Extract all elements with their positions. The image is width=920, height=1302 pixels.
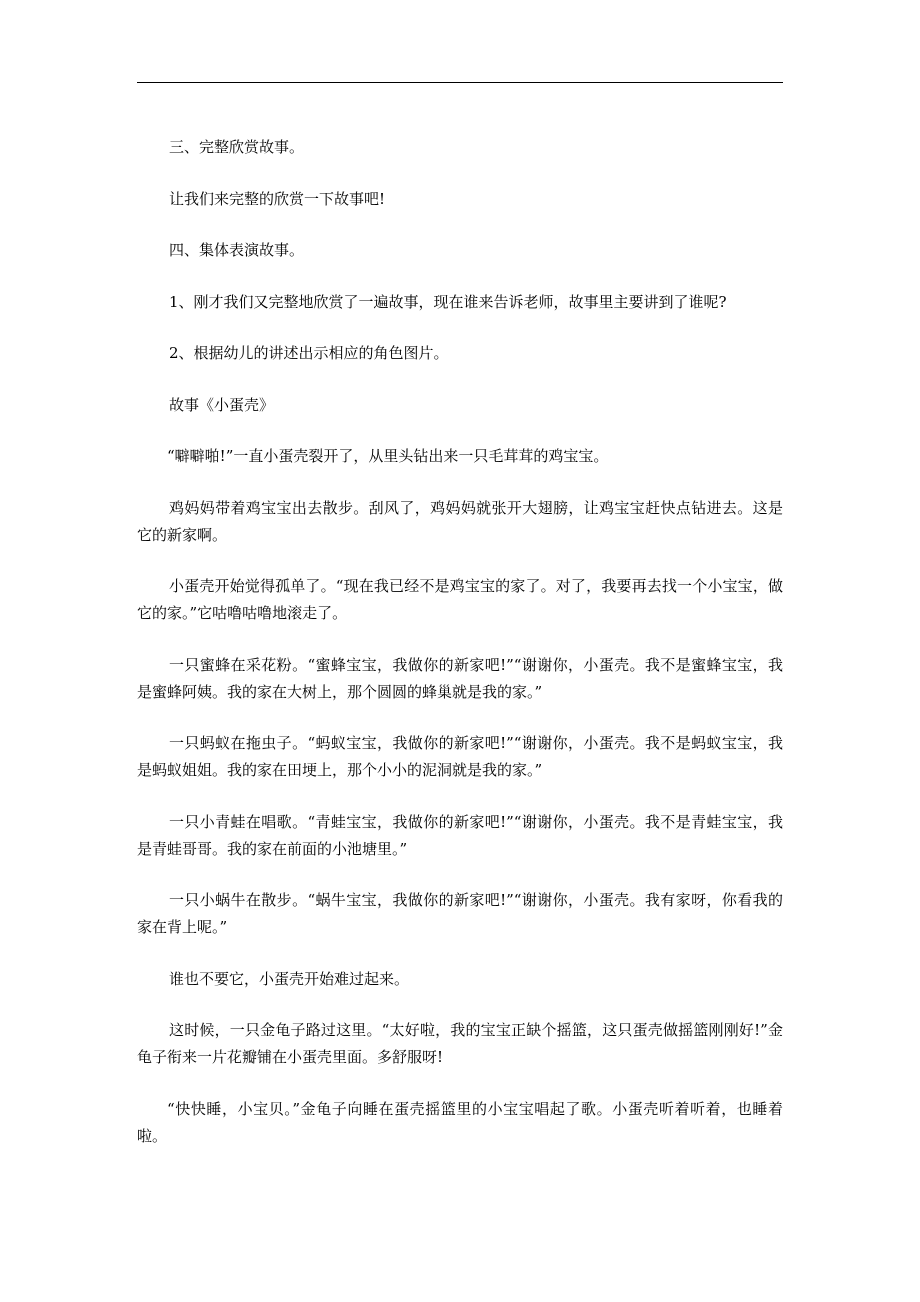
story-paragraph: 谁也不要它，小蛋壳开始难过起来。: [169, 969, 410, 988]
story-paragraph: 一只小青蛙在唱歌。“青蛙宝宝，我做你的新家吧!”“谢谢你，小蛋壳。我不是青蛙宝宝，我是青蛙哥哥。我的家在前面的小池塘里。”: [137, 812, 783, 858]
story-paragraph: “快快睡，小宝贝。”金龟子向睡在蛋壳摇篮里的小宝宝唱起了歌。小蛋壳听着听着，也睡着啦。: [137, 1099, 783, 1145]
story-paragraph: 鸡妈妈带着鸡宝宝出去散步。刮风了，鸡妈妈就张开大翅膀，让鸡宝宝赶快点钻进去。这是它的新家啊。: [137, 498, 783, 544]
story-paragraph: 这时候，一只金龟子路过这里。“太好啦，我的宝宝正缺个摇篮，这只蛋壳做摇篮刚刚好!”金龟子衔来一片花瓣铺在小蛋壳里面。多舒服呀!: [137, 1021, 783, 1066]
paragraph: 让我们来完整的欣赏一下故事吧!: [169, 189, 386, 208]
story-title: 故事《小蛋壳》: [169, 395, 275, 414]
header-rule: [137, 82, 783, 83]
section-heading-4: 四、集体表演故事。: [169, 241, 305, 259]
story-paragraph: 一只蚂蚁在拖虫子。“蚂蚁宝宝，我做你的新家吧!”“谢谢你，小蛋壳。我不是蚂蚁宝宝，我是蚂蚁姐姐。我的家在田埂上，那个小小的泥洞就是我的家。”: [137, 734, 783, 779]
paragraph: 2、根据幼儿的讲述出示相应的角色图片。: [169, 344, 449, 362]
story-paragraph: “噼噼啪!”一直小蛋壳裂开了，从里头钻出来一只毛茸茸的鸡宝宝。: [167, 447, 609, 465]
story-paragraph: 小蛋壳开始觉得孤单了。“现在我已经不是鸡宝宝的家了。对了，我要再去找一个小宝宝，做它的家。”它咕噜咕噜地滚走了。: [137, 577, 783, 622]
story-paragraph: 一只蜜蜂在采花粉。“蜜蜂宝宝，我做你的新家吧!”“谢谢你，小蛋壳。我不是蜜蜂宝宝，我是蜜蜂阿姨。我的家在大树上，那个圆圆的蜂巢就是我的家。”: [137, 655, 783, 701]
section-heading-3: 三、完整欣赏故事。: [169, 138, 305, 156]
paragraph: 1、刚才我们又完整地欣赏了一遍故事，现在谁来告诉老师，故事里主要讲到了谁呢?: [169, 292, 727, 311]
story-paragraph: 一只小蜗牛在散步。“蜗牛宝宝，我做你的新家吧!”“谢谢你，小蛋壳。我有家呀，你看我的家在背上呢。”: [137, 891, 783, 936]
document-body: [137, 134, 783, 1174]
